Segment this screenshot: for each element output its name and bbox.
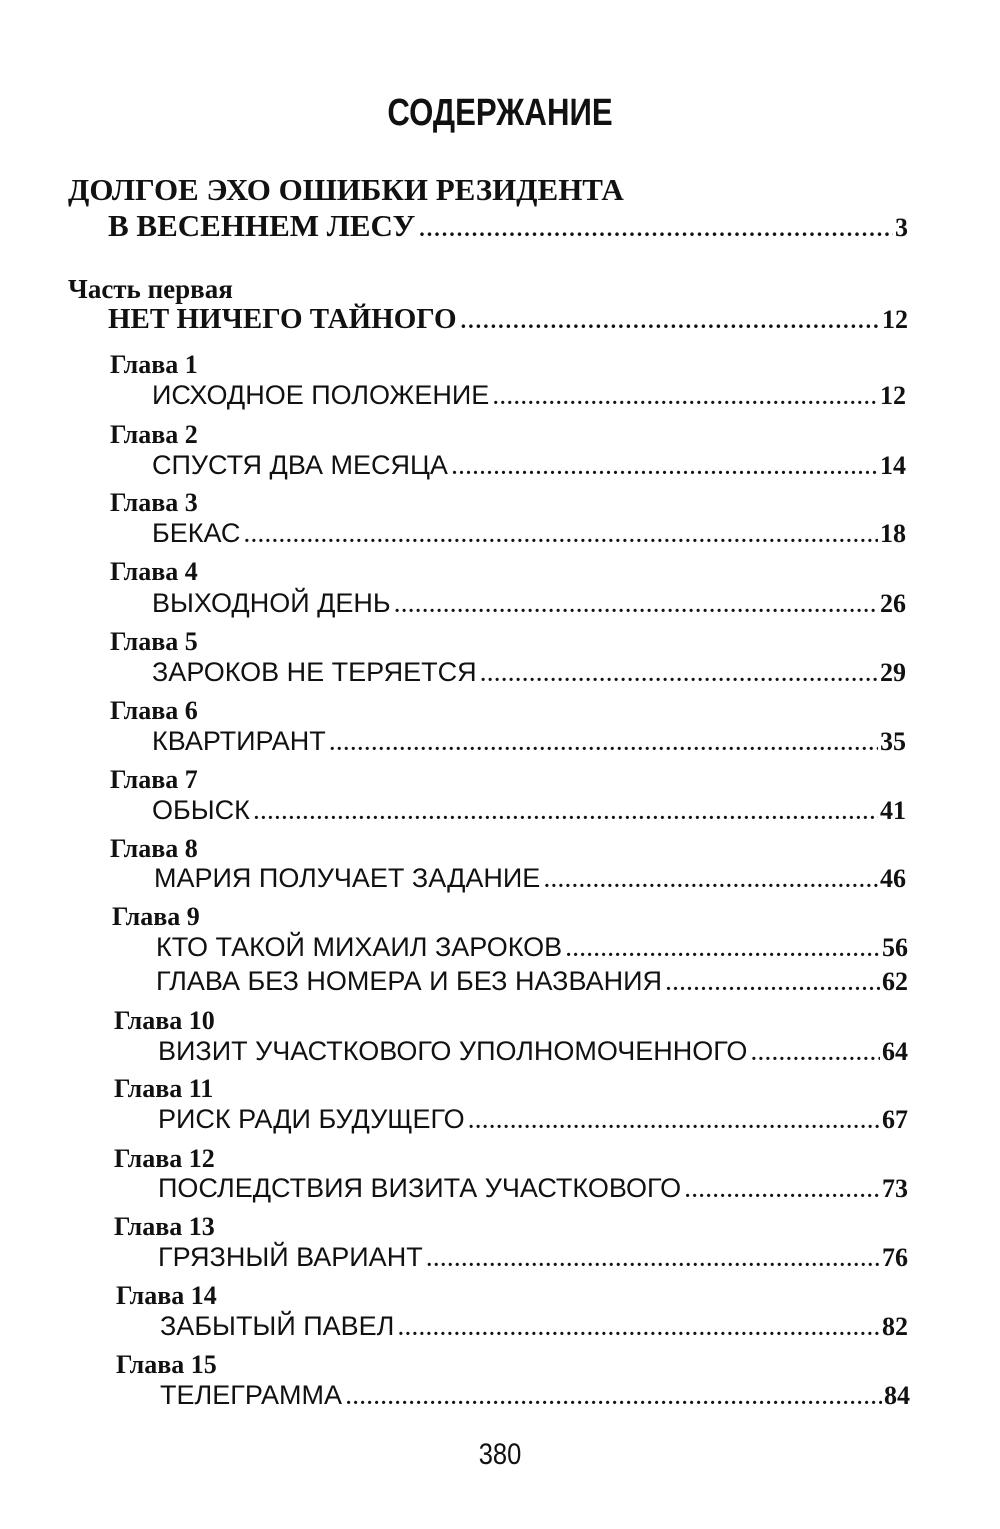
- chapter-title: КТО ТАКОЙ МИХАИЛ ЗАРОКОВ: [156, 932, 563, 962]
- leader-dots: [419, 216, 893, 242]
- chapter-title: ПОСЛЕДСТВИЯ ВИЗИТА УЧАСТКОВОГО: [158, 1173, 682, 1203]
- chapter-title: РИСК РАДИ БУДУЩЕГО: [158, 1104, 465, 1134]
- leader-dots: [452, 457, 878, 480]
- page-ref: 3: [895, 213, 908, 242]
- part-label: Часть первая: [68, 274, 233, 304]
- page-ref: 12: [882, 305, 908, 334]
- page-ref: 46: [880, 864, 906, 893]
- chapter-title: КВАРТИРАНТ: [152, 726, 326, 756]
- chapter-label: Глава 5: [110, 627, 198, 656]
- chapter-label: Глава 12: [114, 1144, 215, 1173]
- chapter-title: ЗАБЫТЫЙ ПАВЕЛ: [160, 1311, 395, 1341]
- page-ref: 29: [880, 658, 906, 687]
- leader-dots: [481, 664, 878, 687]
- leader-dots: [493, 387, 878, 410]
- page-number: 380: [478, 1438, 522, 1471]
- chapter-label: Глава 1: [110, 350, 198, 379]
- leader-dots: [544, 870, 878, 893]
- leader-dots: [751, 1043, 880, 1066]
- chapter-title: СПУСТЯ ДВА МЕСЯЦА: [152, 450, 448, 480]
- page-ref: 18: [880, 519, 906, 548]
- prologue-title-line2: В ВЕСЕННЕМ ЛЕСУ: [108, 208, 416, 243]
- toc-entry-part: [108, 303, 908, 336]
- page-ref: 82: [882, 1312, 908, 1341]
- leader-dots: [427, 1249, 880, 1272]
- page-ref: 73: [882, 1174, 908, 1203]
- page-ref: 35: [880, 727, 906, 756]
- chapter-label: Глава 10: [114, 1006, 215, 1035]
- chapter-title: ИСХОДНОЕ ПОЛОЖЕНИЕ: [152, 380, 490, 410]
- page-ref: 84: [884, 1381, 910, 1410]
- page-ref: 14: [880, 451, 906, 480]
- chapter-label: Глава 9: [112, 902, 200, 931]
- toc-entry-chapter: [152, 450, 906, 481]
- toc-entry-chapter: [156, 932, 908, 963]
- chapter-title: ОБЫСК: [152, 795, 250, 825]
- chapter-label: Глава 13: [114, 1212, 215, 1241]
- leader-dots: [244, 525, 878, 548]
- chapter-title: ВИЗИТ УЧАСТКОВОГО УПОЛНОМОЧЕННОГО: [158, 1036, 748, 1066]
- toc-entry-chapter: [152, 795, 906, 826]
- toc-entry-chapter: [160, 1311, 908, 1342]
- chapter-title: БЕКАС: [152, 518, 241, 548]
- prologue-title-line1: ДОЛГОЕ ЭХО ОШИБКИ РЕЗИДЕНТА: [68, 172, 624, 207]
- chapter-label: Глава 15: [116, 1350, 217, 1379]
- chapter-title: ГРЯЗНЫЙ ВАРИАНТ: [158, 1242, 423, 1272]
- toc-entry-chapter: [160, 1380, 910, 1411]
- leader-dots: [666, 973, 880, 996]
- leader-dots: [398, 1318, 880, 1341]
- page-ref: 56: [882, 933, 908, 962]
- toc-entry-chapter: [152, 657, 906, 688]
- page-ref: 64: [882, 1037, 908, 1066]
- chapter-label: Глава 4: [110, 557, 198, 586]
- chapter-title: ТЕЛЕГРАММА: [160, 1380, 343, 1410]
- part-title: НЕТ НИЧЕГО ТАЙНОГО: [108, 303, 457, 335]
- chapter-label: Глава 3: [110, 488, 198, 517]
- chapter-label: Глава 14: [116, 1281, 217, 1310]
- chapter-label: Глава 11: [114, 1074, 214, 1103]
- leader-dots: [469, 1111, 880, 1134]
- chapter-title: ЗАРОКОВ НЕ ТЕРЯЕТСЯ: [152, 657, 477, 687]
- leader-dots: [685, 1180, 880, 1203]
- toc-entry-chapter: [158, 1242, 908, 1273]
- toc-entry-chapter: [158, 1173, 908, 1204]
- page-ref: 67: [882, 1105, 908, 1134]
- chapter-title: МАРИЯ ПОЛУЧАЕТ ЗАДАНИЕ: [154, 863, 541, 893]
- toc-entry-chapter: [152, 518, 906, 549]
- leader-dots: [395, 595, 878, 618]
- toc-entry-prologue: [108, 208, 908, 244]
- leader-dots: [566, 939, 880, 962]
- page-ref: 41: [880, 796, 906, 825]
- page-ref: 26: [880, 589, 906, 618]
- toc-entry-chapter: [152, 380, 906, 411]
- chapter-label: Глава 8: [110, 834, 198, 863]
- toc-entry-chapter: [154, 863, 906, 894]
- leader-dots: [461, 308, 880, 334]
- page-ref: 76: [882, 1243, 908, 1272]
- toc-entry-chapter: [152, 726, 906, 757]
- page-title: СОДЕРЖАНИЕ: [387, 92, 613, 134]
- leader-dots: [330, 733, 878, 756]
- page-ref: 62: [882, 967, 908, 996]
- toc-entry-chapter: [158, 1036, 908, 1067]
- chapter-label: Глава 7: [110, 765, 198, 794]
- toc-entry-chapter: [156, 966, 908, 997]
- chapter-label: Глава 2: [110, 420, 198, 449]
- chapter-label: Глава 6: [110, 696, 198, 725]
- leader-dots: [254, 802, 878, 825]
- toc-entry-chapter: [152, 588, 906, 619]
- page-ref: 12: [880, 381, 906, 410]
- chapter-title: ГЛАВА БЕЗ НОМЕРА И БЕЗ НАЗВАНИЯ: [156, 966, 662, 996]
- toc-entry-chapter: [158, 1104, 908, 1135]
- chapter-title: ВЫХОДНОЙ ДЕНЬ: [152, 588, 391, 618]
- leader-dots: [346, 1387, 882, 1410]
